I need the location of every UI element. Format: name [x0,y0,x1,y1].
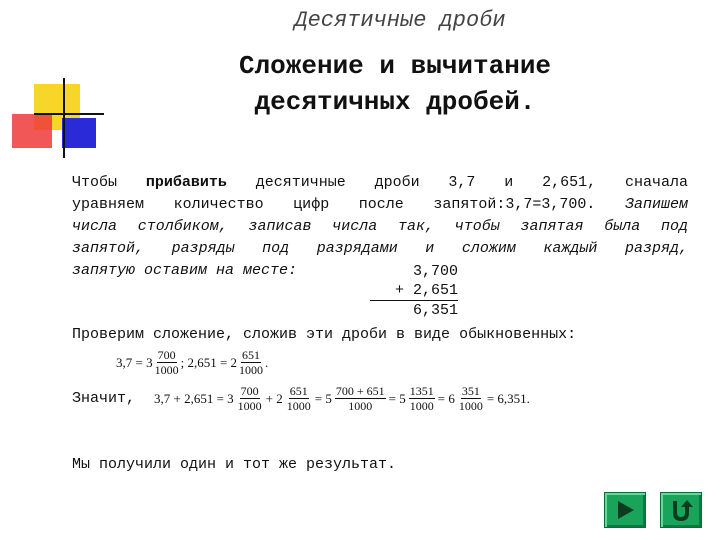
paragraph-line-5: запятую оставим на месте: [72,262,298,279]
horizontal-line [34,113,104,115]
column-row-2: + 2,651 [370,281,458,301]
paragraph-line-1: Чтобы прибавить десятичные дроби 3,7 и 2,651, сначала [72,174,688,191]
column-row-1: 3,700 [412,263,458,280]
conclusion-text: Мы получили один и тот же результат. [72,456,397,473]
fraction: $\frac{700}{1000}$ [154,348,179,377]
fraction: $\frac{351}{1000}$ [458,384,483,413]
formula-sum: 3,7 + 2,651 = 3 $\frac{700}{1000}$ + 2 $\frac{651}{1000}$ = 5 $\frac{700 + 651}{1000}$ = 5 $\frac{1351}{1000}$ = 6 $\frac{351}{1000}$ = 6,351. [154,384,530,413]
paragraph-line-4: запятой, разряды под разрядами и сложим каждый разряд, [72,240,688,257]
fraction: $\frac{651}{1000}$ [286,384,311,413]
therefore-label: Значит, [72,390,136,407]
column-addition [370,262,458,320]
red-square [12,114,52,148]
fraction: $\frac{700}{1000}$ [237,384,262,413]
fraction: $\frac{1351}{1000}$ [409,384,434,413]
title-line-1: Сложение и вычитание [238,51,552,81]
vertical-line [63,78,65,158]
fraction: $\frac{700 + 651}{1000}$ [335,384,385,413]
title-line-2: десятичных дробей. [254,87,536,117]
page-title [150,48,640,120]
check-line: Проверим сложение, сложив эти дроби в виде обыкновенных: [72,326,577,343]
fraction: $\frac{651}{1000}$ [239,348,264,377]
column-result: 6,351 [412,302,458,319]
paragraph-line-3: числа столбиком, записав числа так, чтобы запятая была под [72,218,688,235]
blue-square [62,118,96,148]
u-turn-arrow-icon [668,497,694,523]
paragraph-line-2: уравняем количество цифр после запятой:3,7=3,700. Запишем [72,196,688,213]
play-triangle-icon [614,499,636,521]
return-button[interactable] [660,492,702,528]
decorative-logo [30,80,105,160]
formula-conversion: 3,7 = 3 $\frac{700}{1000}$ ; 2,651 = 2 $\frac{651}{1000}$ . [116,348,269,377]
highlighted-word: прибавить [145,174,227,191]
subject-heading: Десятичные дроби [294,8,506,33]
next-slide-button[interactable] [604,492,646,528]
